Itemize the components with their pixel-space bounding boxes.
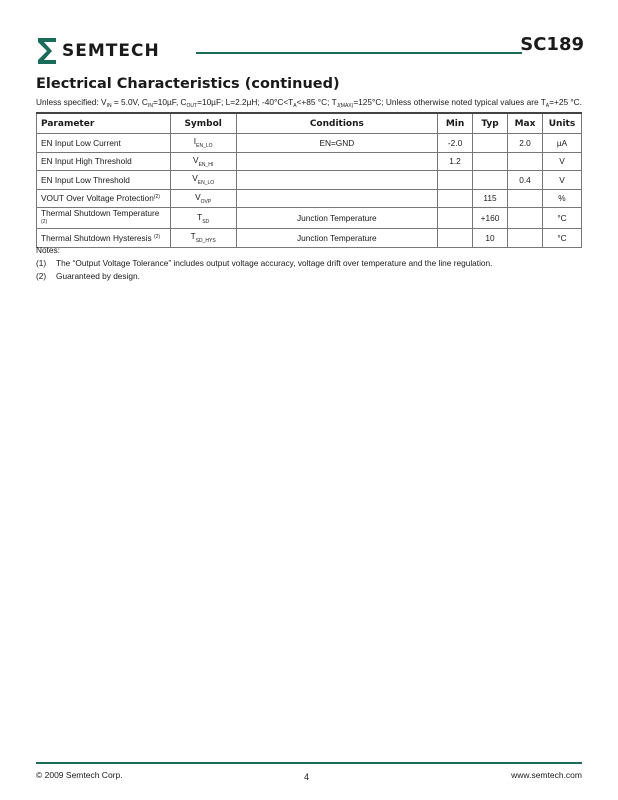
column-header: Parameter bbox=[37, 113, 171, 134]
note-text: The “Output Voltage Tolerance” includes output voltage accuracy, voltage drift over temperature and the line regulation. bbox=[56, 258, 493, 268]
symbol-cell: $T_{SD\_HYS}$ bbox=[170, 229, 236, 248]
parameter-cell: EN Input Low Current bbox=[37, 134, 171, 153]
symbol-cell: $V_{EN\_LO}$ bbox=[170, 171, 236, 190]
column-header: Max bbox=[508, 113, 543, 134]
typ-cell: 10 bbox=[473, 229, 508, 248]
column-header: Conditions bbox=[236, 113, 437, 134]
typ-cell bbox=[473, 152, 508, 171]
website-link[interactable]: www.semtech.com bbox=[511, 770, 582, 780]
symbol-cell: $V_{EN\_HI}$ bbox=[170, 152, 236, 171]
min-cell: -2.0 bbox=[438, 134, 473, 153]
semtech-logo-icon bbox=[36, 36, 58, 66]
table-row bbox=[37, 189, 582, 208]
section-title: Electrical Characteristics (continued) bbox=[36, 76, 340, 92]
table-row bbox=[37, 134, 582, 153]
copyright: © 2009 Semtech Corp. bbox=[36, 770, 123, 780]
units-cell: µA bbox=[542, 134, 581, 153]
units-cell: % bbox=[542, 189, 581, 208]
semtech-logo bbox=[36, 36, 206, 66]
max-cell bbox=[508, 208, 543, 229]
header-rule bbox=[196, 52, 522, 54]
max-cell: 0.4 bbox=[508, 171, 543, 190]
note-item bbox=[36, 257, 492, 270]
conditions-cell: EN=GND bbox=[236, 134, 437, 153]
units-cell: V bbox=[542, 152, 581, 171]
column-header: Symbol bbox=[170, 113, 236, 134]
max-cell bbox=[508, 152, 543, 171]
page-header bbox=[36, 34, 584, 70]
note-number: (1) bbox=[36, 258, 47, 268]
parameter-cell: VOUT Over Voltage Protection$^{(2)}$ bbox=[37, 189, 171, 208]
units-cell: °C bbox=[542, 229, 581, 248]
units-cell: V bbox=[542, 171, 581, 190]
typ-cell: +160 bbox=[473, 208, 508, 229]
page-number: 4 bbox=[304, 772, 310, 782]
min-cell bbox=[438, 189, 473, 208]
logo-text: SEMTECH bbox=[62, 41, 160, 61]
symbol-cell: $V_{OVP}$ bbox=[170, 189, 236, 208]
parameter-cell: Thermal Shutdown Temperature $^{(2)}$ bbox=[37, 208, 171, 229]
conditions-cell bbox=[236, 189, 437, 208]
min-cell bbox=[438, 171, 473, 190]
table-row bbox=[37, 152, 582, 171]
parameter-cell: EN Input High Threshold bbox=[37, 152, 171, 171]
note-number: (2) bbox=[36, 271, 47, 281]
max-cell bbox=[508, 189, 543, 208]
notes-heading: Notes: bbox=[36, 245, 60, 255]
notes-section bbox=[36, 244, 492, 283]
conditions-cell bbox=[236, 152, 437, 171]
note-text: Guaranteed by design. bbox=[56, 271, 140, 281]
conditions-cell bbox=[236, 171, 437, 190]
typ-cell bbox=[473, 134, 508, 153]
table-row bbox=[37, 171, 582, 190]
symbol-cell: $I_{EN\_LO}$ bbox=[170, 134, 236, 153]
parameter-cell: Thermal Shutdown Hysteresis $^{(2)}$ bbox=[37, 229, 171, 248]
parameter-cell: EN Input Low Threshold bbox=[37, 171, 171, 190]
max-cell bbox=[508, 229, 543, 248]
column-header: Typ bbox=[473, 113, 508, 134]
column-header: Units bbox=[542, 113, 581, 134]
column-header: Min bbox=[438, 113, 473, 134]
units-cell: °C bbox=[542, 208, 581, 229]
conditions-cell: Junction Temperature bbox=[236, 229, 437, 248]
note-item bbox=[36, 270, 492, 283]
part-number: SC189 bbox=[520, 34, 584, 55]
max-cell: 2.0 bbox=[508, 134, 543, 153]
table-header-row bbox=[37, 113, 582, 134]
min-cell: 1.2 bbox=[438, 152, 473, 171]
conditions-cell: Junction Temperature bbox=[236, 208, 437, 229]
min-cell bbox=[438, 208, 473, 229]
footer-rule bbox=[36, 762, 582, 764]
typ-cell bbox=[473, 171, 508, 190]
symbol-cell: $T_{SD}$ bbox=[170, 208, 236, 229]
table-row bbox=[37, 208, 582, 229]
typ-cell: 115 bbox=[473, 189, 508, 208]
electrical-characteristics-table bbox=[36, 112, 582, 248]
test-conditions: Unless specified: $V_{IN} = 5.0V$, $C_{IN}=10\mu F$, $C_{OUT}=10\mu F$; L=2.2µH; $-40^\circ C<T_A<+85$ °C; $T_{J(MAX)}=125^\circ C$; Unless otherwise noted typical values are $T_A=+25$ °C. bbox=[36, 97, 582, 109]
